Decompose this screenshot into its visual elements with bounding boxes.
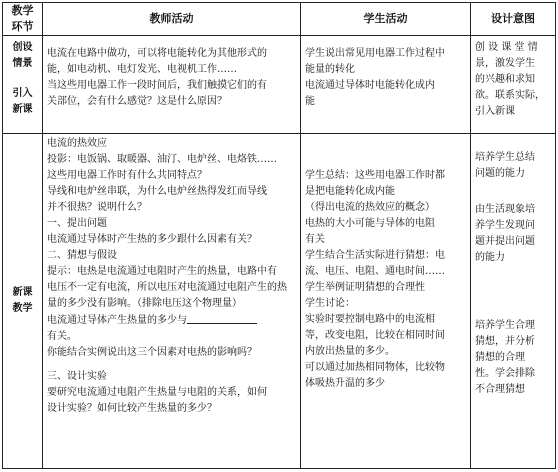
student-text: 内放出热量的多少。	[305, 346, 395, 357]
student-text: 等，改变电阻，比较在相同时间	[305, 330, 445, 341]
lesson-plan-table	[2, 2, 556, 469]
stage-label: 情景	[12, 58, 33, 69]
stage-label: 新课	[12, 104, 33, 115]
teacher-text: 提示：电热是电流通过电阻时产生的热量，电路中有	[47, 266, 277, 277]
section-heading: 三、设计实验	[47, 371, 107, 382]
design-text: 的兴趣和求知	[475, 74, 535, 85]
header-design-intent: 设计意图	[471, 3, 556, 36]
design-text: 不合理猜想	[475, 384, 525, 395]
stage-label: 教学	[12, 303, 33, 314]
student-text: 学生讨论：	[305, 298, 355, 309]
student-text: 体吸热升温的多少	[305, 378, 385, 389]
header-student-activity: 学生活动	[301, 3, 471, 36]
student-text: （得出电流的热效应的概念）	[305, 202, 435, 213]
row-new-lesson	[3, 134, 556, 469]
student-text: 电流通过导体时电能转化成内	[305, 80, 435, 91]
section-heading: 二、猜想与假设	[47, 250, 117, 261]
section-heading: 一、提出问题	[47, 218, 107, 229]
design-cell-new-lesson	[471, 134, 556, 469]
header-stage	[3, 3, 43, 36]
stage-cell-new-lesson	[3, 134, 43, 469]
row-intro	[3, 36, 556, 134]
student-text: 有关	[305, 234, 325, 245]
answer-blank	[187, 312, 257, 324]
student-text: 学生总结：这些用电器工作时都	[305, 170, 445, 181]
header-row	[3, 3, 556, 36]
design-text: 景，激发学生	[475, 58, 535, 69]
design-text: 欲。联系实际，	[475, 90, 545, 101]
student-text: 实验时要控制电路中的电流相	[305, 314, 435, 325]
design-text: 创 设 课 堂 情	[475, 42, 538, 53]
design-text: 问题的能力	[475, 168, 525, 179]
teacher-text: 有关。	[47, 331, 77, 342]
teacher-text: 导线和电炉丝串联，为什么电炉丝热得发红而导线	[47, 186, 267, 197]
teacher-text: 能，如电动机、电灯发光、电视机工作……	[47, 64, 237, 75]
design-cell-intro	[471, 36, 556, 134]
student-text: 能	[305, 96, 315, 107]
teacher-text: 你能结合实例说出这三个因素对电热的影响吗？	[47, 347, 257, 358]
teacher-text: 关部位，会有什么感觉？这是什么原因？	[47, 96, 227, 107]
teacher-text: 投影：电饭锅、取暖器、油汀、电炉丝、电烙铁……	[47, 154, 277, 165]
teacher-text: 电流在电路中做功，可以将电能转化为其他形式的	[47, 48, 267, 59]
student-text: 学生举例证明猜想的合理性	[305, 282, 425, 293]
teacher-cell-intro	[43, 36, 301, 134]
teacher-text: 量的多少没有影响。（排除电压这个物理量）	[47, 298, 242, 309]
design-text: 养学生发现问	[475, 220, 535, 231]
teacher-text: 设计实验？如何比较产生热量的多少？	[47, 403, 217, 414]
student-cell-intro	[301, 36, 471, 134]
student-text: 是把电能转化成内能	[305, 186, 395, 197]
teacher-text: 要研究电流通过电阻产生热量与电阻的关系，如何	[47, 387, 267, 398]
student-text: 能量的转化	[305, 64, 355, 75]
stage-cell-intro	[3, 36, 43, 134]
fill-in-line	[47, 312, 296, 329]
student-text: 学生结合生活实际进行猜想：电	[305, 250, 445, 261]
stage-label: 引入	[12, 88, 33, 99]
teacher-text: 当这些用电器工作一段时间后，我们触摸它们的有	[47, 80, 267, 91]
teacher-text: 电流的热效应	[47, 138, 107, 149]
student-text: 可以通过加热相同物体，比较物	[305, 362, 445, 373]
header-stage-line1: 教学	[11, 4, 34, 17]
design-text: 题并提出问题	[475, 236, 535, 247]
teacher-text: 电流通过导体时产生热的多少跟什么因素有关？	[47, 234, 257, 245]
stage-label: 新课	[12, 287, 33, 298]
design-text: 培养学生总结	[475, 152, 535, 163]
design-text: 猜想，并分析	[475, 336, 535, 347]
design-text: 性。学会排除	[475, 368, 535, 379]
teacher-text: 电流通过导体产生热量的多少与	[47, 315, 187, 326]
design-text: 培养学生合理	[475, 320, 535, 331]
design-text: 引入新课	[475, 106, 515, 117]
teacher-text: 这些用电器工作时有什么共同特点？	[47, 170, 207, 181]
teacher-cell-new-lesson	[43, 134, 301, 469]
student-text: 学生说出常见用电器工作过程中	[305, 48, 445, 59]
header-stage-line2: 环节	[11, 20, 34, 33]
teacher-text: 并不很热？说明什么？	[47, 202, 147, 213]
design-text: 的能力	[475, 252, 505, 263]
student-cell-new-lesson	[301, 134, 471, 469]
header-teacher-activity: 教师活动	[43, 3, 301, 36]
design-text: 由生活现象培	[475, 204, 535, 215]
design-text: 猜想的合理	[475, 352, 525, 363]
student-text: 电热的大小可能与导体的电阻	[305, 218, 435, 229]
stage-label: 创设	[12, 42, 33, 53]
teacher-text: 电压不一定有电流，所以电压对电流通过电阻产生的热	[47, 282, 287, 293]
student-text: 流、电压、电阻、通电时间……	[305, 266, 445, 277]
